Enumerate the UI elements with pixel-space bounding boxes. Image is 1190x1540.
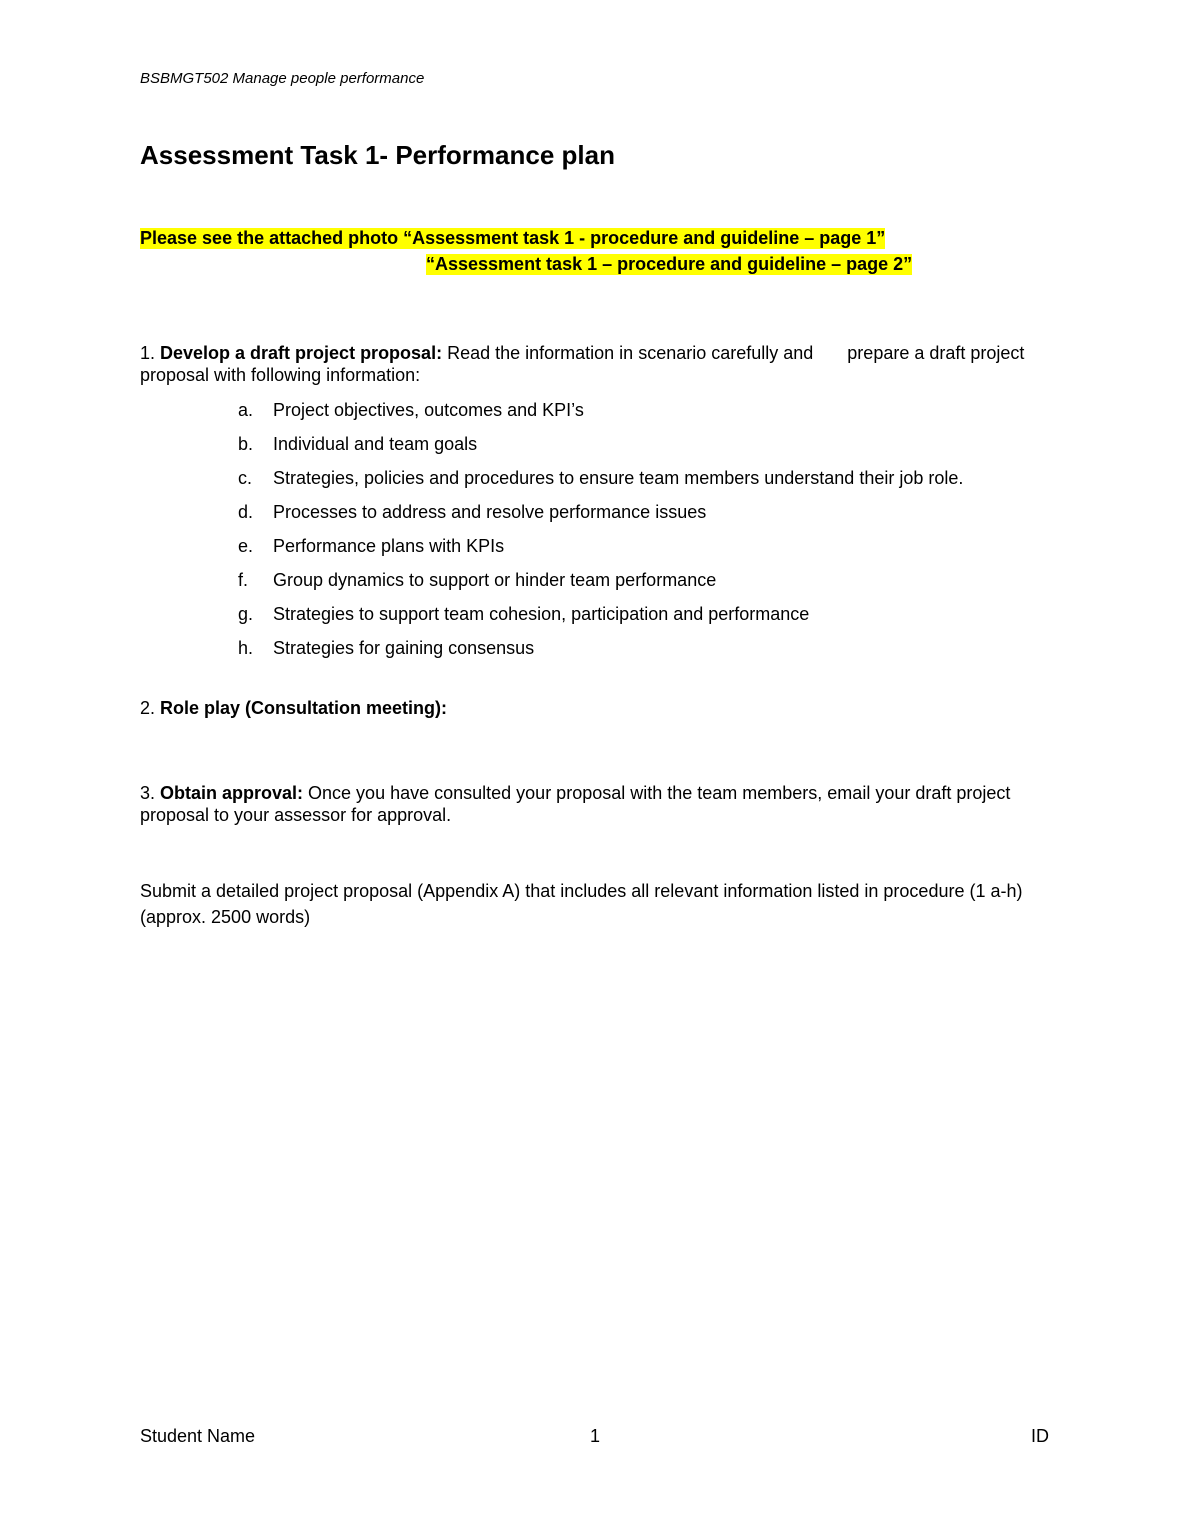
list-text: Strategies, policies and procedures to ensure team members understand their job role. xyxy=(273,468,964,488)
step-1-heading: Develop a draft project proposal: xyxy=(160,343,443,363)
step-2-number: 2. xyxy=(140,698,161,718)
step-3-number: 3. xyxy=(140,783,161,803)
list-item xyxy=(238,467,963,501)
step-1-text-b: prepare a draft project proposal with following information: xyxy=(140,343,1025,385)
page-title: Assessment Task 1- Performance plan xyxy=(140,140,615,170)
list-marker: h. xyxy=(238,638,254,658)
footer-id: ID xyxy=(1031,1426,1049,1446)
list-text: Strategies to support team cohesion, participation and performance xyxy=(273,604,810,624)
list-text: Processes to address and resolve performance issues xyxy=(273,502,707,522)
notice-line-2: “Assessment task 1 – procedure and guideline – page 2” xyxy=(426,254,913,274)
list-item xyxy=(238,637,963,671)
proposal-items-list xyxy=(238,399,963,671)
step-2-paragraph xyxy=(140,697,1050,719)
step-1-text-a: Read the information in scenario carefully and xyxy=(442,343,814,363)
step-3-heading: Obtain approval: xyxy=(160,783,304,803)
step-2-heading: Role play (Consultation meeting): xyxy=(160,698,448,718)
step-1-number: 1. xyxy=(140,343,161,363)
list-item xyxy=(238,535,963,569)
list-marker: f. xyxy=(238,570,249,590)
list-text: Individual and team goals xyxy=(273,434,478,454)
list-marker: b. xyxy=(238,434,254,454)
list-marker: g. xyxy=(238,604,254,624)
list-marker: e. xyxy=(238,536,254,556)
step-1-paragraph xyxy=(140,342,1050,386)
list-text: Performance plans with KPIs xyxy=(273,536,505,556)
notice-line-1: Please see the attached photo “Assessment task 1 - procedure and guideline – page 1” xyxy=(140,228,886,248)
list-item xyxy=(238,399,963,433)
list-marker: d. xyxy=(238,502,254,522)
list-item xyxy=(238,603,963,637)
step-3-text: Once you have consulted your proposal with the team members, email your draft project proposal to your assessor for approval. xyxy=(140,783,1011,825)
footer-page-number: 1 xyxy=(590,1426,601,1446)
step-3-paragraph xyxy=(140,782,1050,826)
list-marker: a. xyxy=(238,400,254,420)
list-text: Project objectives, outcomes and KPI’s xyxy=(273,400,584,420)
course-header: BSBMGT502 Manage people performance xyxy=(140,70,425,87)
list-text: Strategies for gaining consensus xyxy=(273,638,535,658)
footer-student-name: Student Name xyxy=(140,1426,256,1446)
submit-paragraph: Submit a detailed project proposal (Appendix A) that includes all relevant information listed in procedure (1 a-h) (approx. 2500 words) xyxy=(140,881,1023,927)
list-text: Group dynamics to support or hinder team performance xyxy=(273,570,717,590)
list-item xyxy=(238,433,963,467)
list-item xyxy=(238,569,963,603)
list-item xyxy=(238,501,963,535)
list-marker: c. xyxy=(238,468,253,488)
